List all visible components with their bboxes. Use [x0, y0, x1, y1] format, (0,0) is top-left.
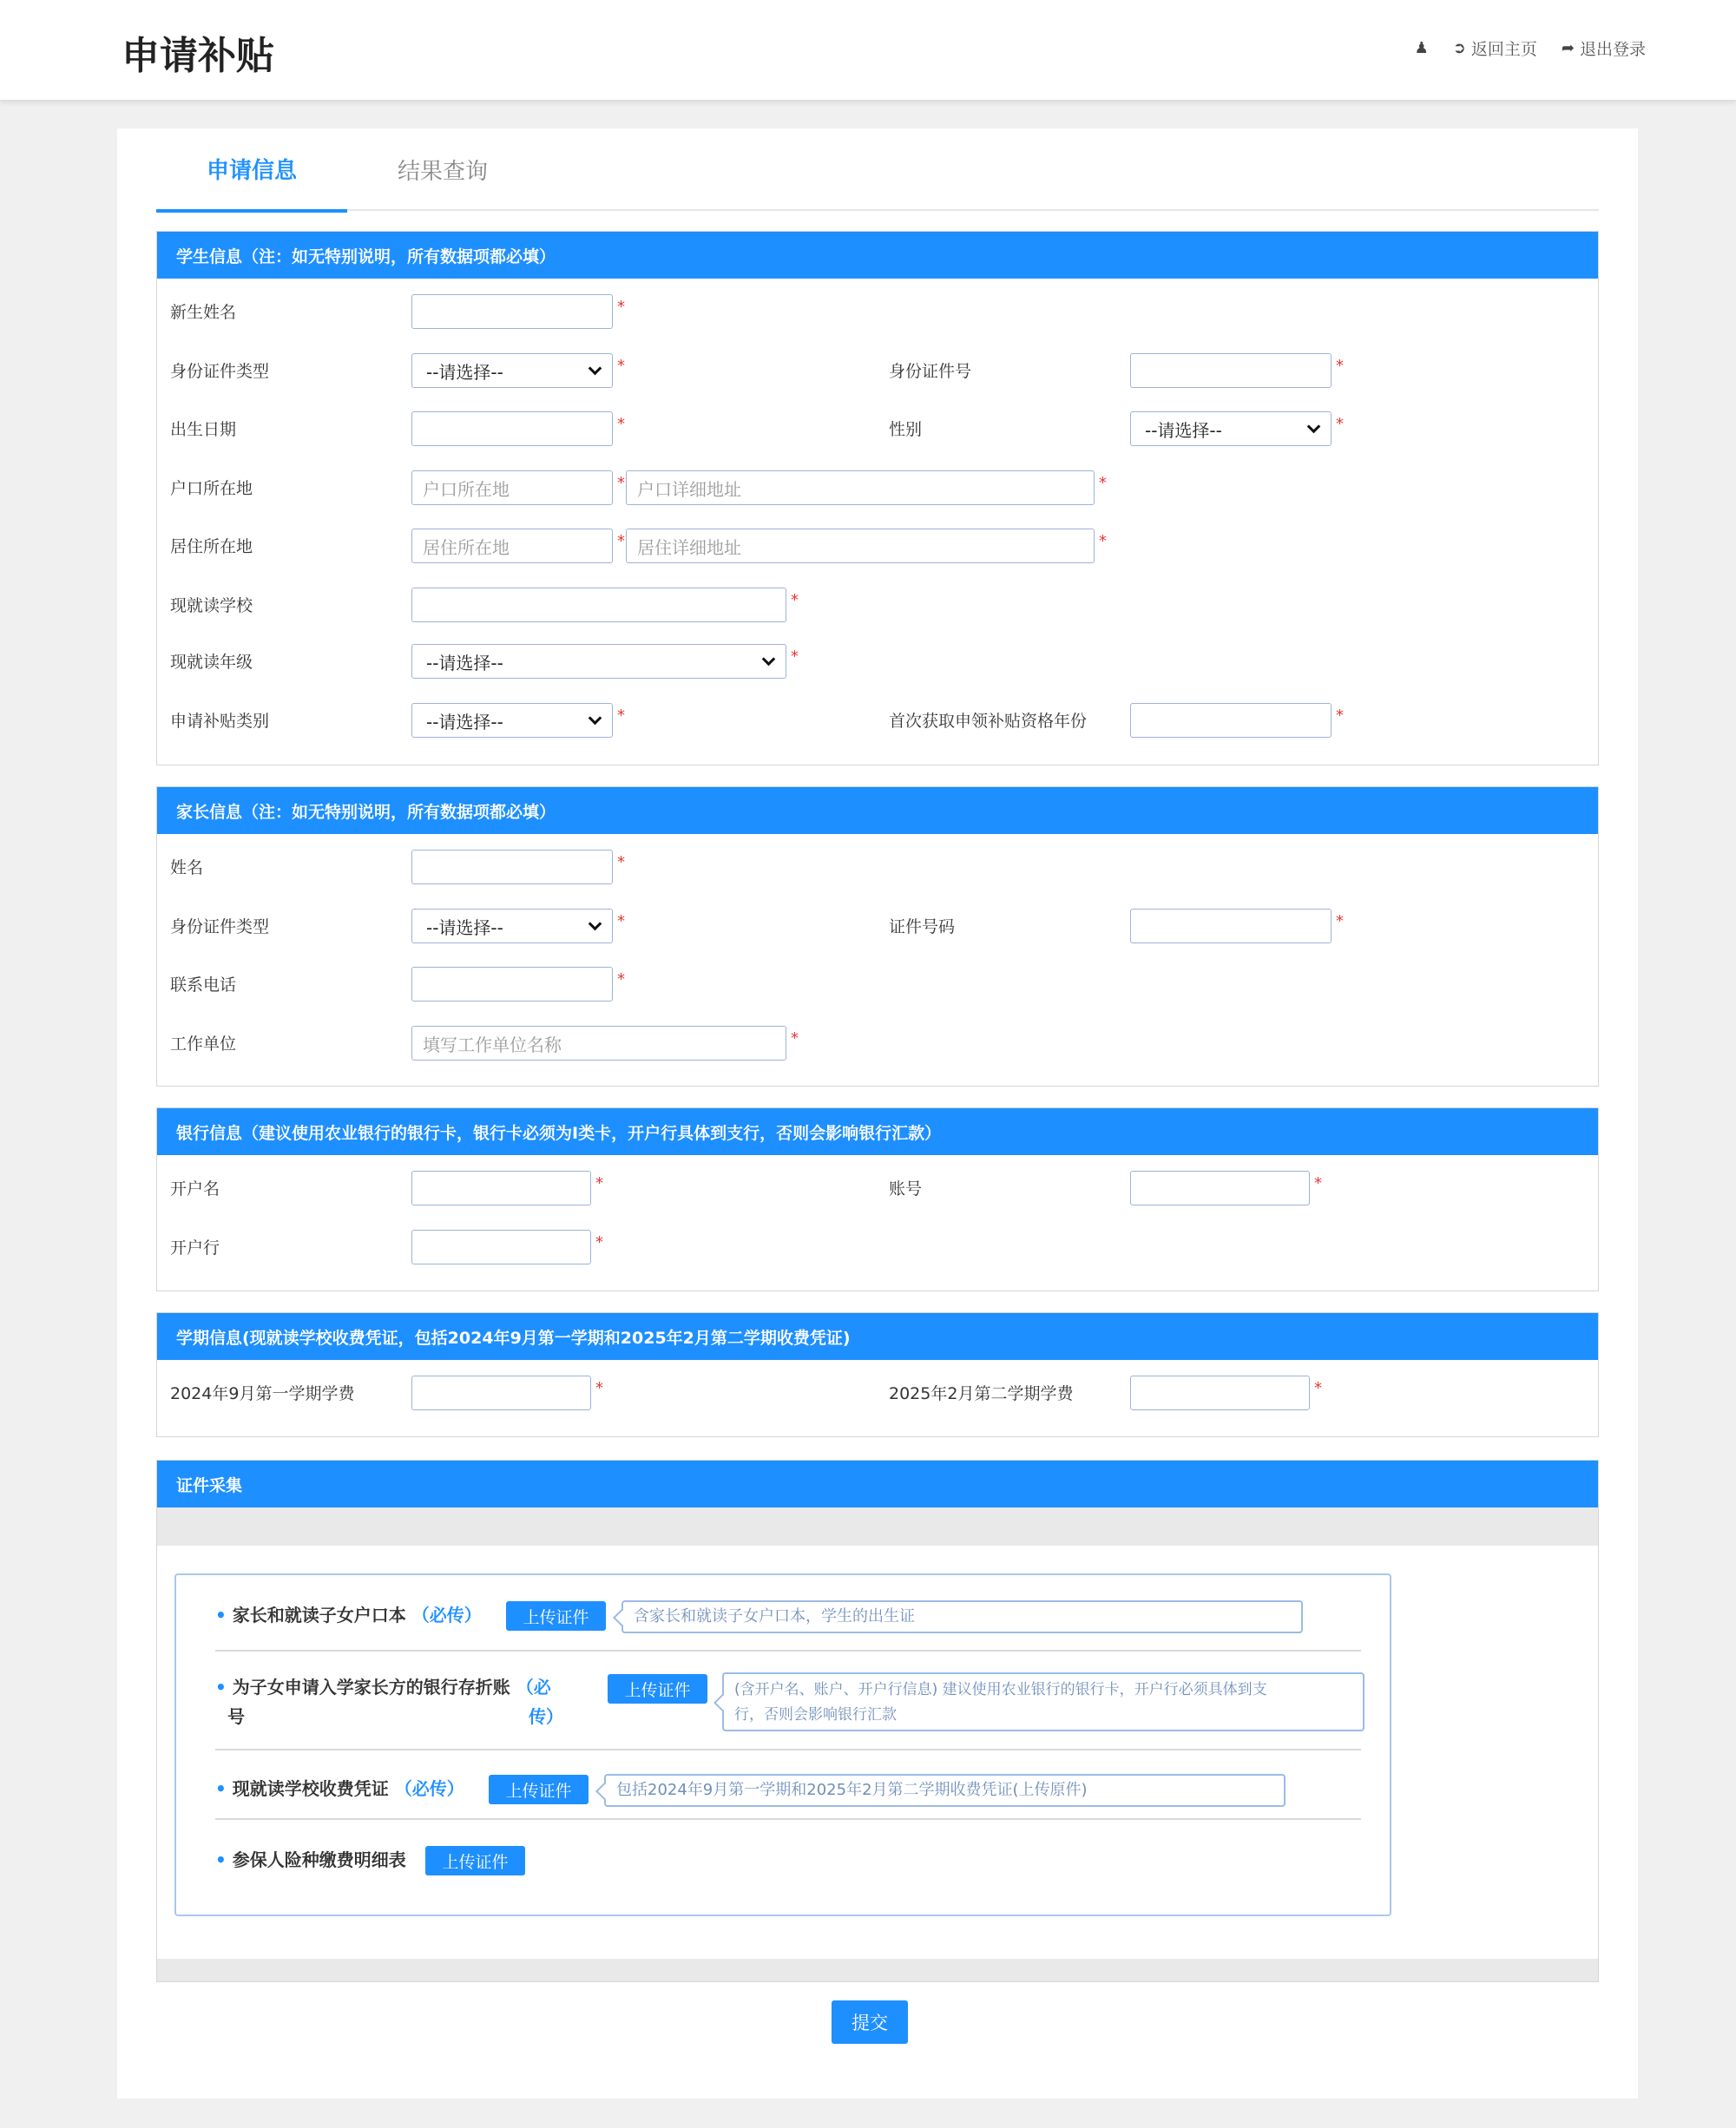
upload-tip-line: (含开户名、账户、开户行信息) 建议使用农业银行的银行卡，开户行必须具体到支 — [734, 1681, 1267, 1698]
required-mark: * — [617, 474, 625, 492]
required-mark: * — [617, 970, 625, 988]
upload-item-label — [215, 1775, 464, 1800]
student-birth-input[interactable] — [411, 411, 613, 446]
divider — [215, 1749, 1361, 1750]
tuition-panel — [156, 1312, 1599, 1437]
sign-out-icon: ➦ — [1561, 39, 1575, 57]
parent-name-row — [157, 850, 1598, 888]
required-upload-tag-cont: 传） — [528, 1706, 563, 1727]
first-year-input[interactable] — [1130, 703, 1332, 738]
parent-phone-row — [157, 967, 1598, 1005]
bullet-icon: • — [215, 1677, 227, 1698]
docs-panel — [156, 1460, 1599, 1982]
required-mark: * — [617, 853, 625, 871]
parent-id-type-value: --请选择-- — [426, 916, 503, 938]
tab-bar — [156, 128, 1599, 211]
tuition-row — [157, 1376, 1598, 1414]
parent-phone-label: 联系电话 — [170, 975, 237, 995]
student-gender-label: 性别 — [889, 420, 923, 439]
student-grade-row — [157, 644, 1598, 682]
required-mark: * — [1314, 1174, 1322, 1192]
parent-phone-input[interactable] — [411, 967, 613, 1002]
student-birth-label: 出生日期 — [170, 420, 237, 439]
upload-list — [174, 1573, 1391, 1916]
student-gender-select[interactable] — [1130, 411, 1332, 446]
tuition-panel-heading: 学期信息(现就读学校收费凭证，包括2024年9月第一学期和2025年2月第二学期收费凭证) — [157, 1313, 1598, 1360]
tab-result-query[interactable]: 结果查询 — [397, 159, 488, 185]
residence-detail-input[interactable]: 居住详细地址 — [626, 529, 1095, 563]
bank-holder-label: 开户名 — [170, 1179, 220, 1199]
upload-item-name: 现就读学校收费凭证 — [232, 1778, 389, 1799]
required-mark: * — [595, 1379, 603, 1397]
required-mark: * — [595, 1174, 603, 1192]
parent-work-label: 工作单位 — [170, 1034, 237, 1054]
residence-region-input[interactable]: 居住所在地 — [411, 529, 613, 563]
required-mark: * — [617, 532, 625, 550]
student-school-label: 现就读学校 — [170, 596, 253, 615]
parent-work-input[interactable]: 填写工作单位名称 — [411, 1026, 786, 1061]
term1-label: 2024年9月第一学期学费 — [170, 1384, 355, 1403]
required-mark: * — [791, 591, 799, 609]
chevron-down-icon — [762, 652, 776, 666]
required-mark: * — [1336, 415, 1344, 433]
upload-item-tuition-receipt — [215, 1775, 1361, 1827]
parent-panel-heading: 家长信息（注：如无特别说明，所有数据项都必填） — [157, 787, 1598, 834]
upload-button[interactable]: 上传证件 — [489, 1775, 589, 1804]
required-mark: * — [1336, 912, 1344, 930]
student-id-no-input[interactable] — [1130, 353, 1332, 388]
upload-item-label — [215, 1846, 406, 1871]
student-birth-row — [157, 411, 1598, 450]
submit-button[interactable]: 提交 — [832, 2000, 908, 2044]
required-upload-tag: （必传） — [394, 1778, 464, 1799]
upload-button[interactable]: 上传证件 — [608, 1674, 707, 1704]
upload-item-name-cont: 号 — [227, 1706, 245, 1727]
upload-item-bankbook — [215, 1672, 1361, 1759]
subsidy-type-select[interactable] — [411, 703, 613, 738]
logout-link[interactable] — [1562, 36, 1646, 60]
upload-tip: 包括2024年9月第一学期和2025年2月第二学期收费凭证(上传原件) — [604, 1774, 1286, 1807]
bank-branch-label: 开户行 — [170, 1238, 220, 1258]
parent-id-no-input[interactable] — [1130, 909, 1332, 943]
bullet-icon: • — [215, 1849, 227, 1870]
home-link[interactable] — [1453, 36, 1537, 60]
student-hukou-row — [157, 470, 1598, 509]
upload-item-label — [215, 1672, 589, 1731]
bullet-icon: • — [215, 1778, 227, 1799]
home-link-label: 返回主页 — [1470, 40, 1537, 59]
parent-panel — [156, 786, 1599, 1087]
first-year-label: 首次获取申领补贴资格年份 — [889, 712, 1088, 731]
student-grade-label: 现就读年级 — [170, 653, 253, 672]
bank-account-label: 账号 — [889, 1179, 923, 1199]
parent-id-row — [157, 909, 1598, 947]
required-mark: * — [595, 1233, 603, 1251]
student-panel-heading: 学生信息（注：如无特别说明，所有数据项都必填） — [157, 232, 1598, 279]
docs-footer-strip — [157, 1959, 1598, 1981]
chevron-down-icon — [589, 361, 602, 375]
divider — [215, 1818, 1361, 1820]
student-grade-value: --请选择-- — [426, 652, 503, 673]
student-hukou-label: 户口所在地 — [170, 479, 253, 498]
hukou-region-input[interactable]: 户口所在地 — [411, 470, 613, 505]
chevron-down-icon — [589, 711, 602, 725]
chevron-down-icon — [1307, 419, 1321, 433]
student-panel — [156, 231, 1599, 765]
upload-item-hukou — [215, 1601, 1361, 1653]
subsidy-type-value: --请选择-- — [426, 711, 503, 732]
upload-tip — [722, 1672, 1364, 1731]
upload-item-label — [215, 1601, 482, 1626]
main-card — [117, 128, 1638, 2098]
student-residence-label: 居住所在地 — [170, 537, 253, 556]
student-school-input[interactable] — [411, 588, 786, 622]
required-mark: * — [1099, 474, 1107, 492]
student-id-row — [157, 353, 1598, 391]
parent-id-type-select[interactable] — [411, 909, 613, 943]
tab-apply-info[interactable]: 申请信息 — [156, 128, 347, 213]
required-mark: * — [617, 357, 625, 375]
user-icon[interactable]: ♟ — [1414, 39, 1429, 57]
student-id-type-select[interactable] — [411, 353, 613, 388]
parent-id-no-label: 证件号码 — [889, 917, 956, 936]
parent-name-label: 姓名 — [170, 858, 204, 877]
student-gender-value: --请选择-- — [1145, 419, 1222, 441]
required-mark: * — [617, 415, 625, 433]
required-upload-tag: （必 — [516, 1677, 551, 1698]
student-grade-select[interactable] — [411, 644, 786, 679]
term1-fee-input[interactable] — [411, 1376, 591, 1410]
logout-link-label: 退出登录 — [1579, 40, 1646, 59]
term2-fee-input[interactable] — [1130, 1376, 1310, 1410]
bullet-icon: • — [215, 1605, 227, 1626]
required-mark: * — [1099, 532, 1107, 550]
student-subsidy-row — [157, 703, 1598, 741]
required-mark: * — [617, 298, 625, 316]
header-links — [1415, 36, 1646, 60]
divider — [215, 1650, 1361, 1652]
upload-item-name: 为子女申请入学家长方的银行存折账 — [232, 1677, 510, 1698]
bank-panel-heading: 银行信息（建议使用农业银行的银行卡，银行卡必须为I类卡，开户行具体到支行，否则会影响银行汇款） — [157, 1108, 1598, 1155]
upload-item-insurance — [215, 1846, 1361, 1889]
bank-holder-input[interactable] — [411, 1171, 591, 1205]
hukou-detail-input[interactable]: 户口详细地址 — [626, 470, 1095, 505]
term2-label: 2025年2月第二学期学费 — [889, 1384, 1074, 1403]
parent-id-type-label: 身份证件类型 — [170, 917, 270, 936]
required-mark: * — [791, 647, 799, 666]
upload-item-name: 家长和就读子女户口本 — [232, 1605, 406, 1626]
student-id-no-label: 身份证件号 — [889, 362, 972, 381]
upload-tip-line: 行，否则会影响银行汇款 — [734, 1706, 897, 1724]
bank-panel — [156, 1107, 1599, 1291]
bank-holder-row — [157, 1171, 1598, 1209]
docs-panel-heading: 证件采集 — [157, 1461, 1598, 1507]
required-upload-tag: （必传） — [411, 1605, 482, 1626]
required-mark: * — [1336, 706, 1344, 725]
chevron-down-icon — [589, 916, 602, 930]
upload-item-name: 参保人险种缴费明细表 — [232, 1849, 406, 1870]
parent-work-row — [157, 1026, 1598, 1064]
required-mark: * — [791, 1029, 799, 1048]
parent-name-input[interactable] — [411, 850, 613, 884]
bank-branch-input[interactable] — [411, 1230, 591, 1264]
student-residence-row — [157, 529, 1598, 567]
bank-account-input[interactable] — [1130, 1171, 1310, 1205]
student-id-type-label: 身份证件类型 — [170, 362, 270, 381]
student-name-row — [157, 294, 1598, 332]
upload-tip: 含家长和就读子女户口本，学生的出生证 — [621, 1600, 1303, 1633]
student-id-type-value: --请选择-- — [426, 361, 503, 383]
required-mark: * — [1336, 357, 1344, 375]
upload-button[interactable]: 上传证件 — [425, 1846, 525, 1875]
top-header — [0, 0, 1736, 101]
student-name-label: 新生姓名 — [170, 303, 237, 322]
subsidy-type-label: 申请补贴类别 — [170, 712, 270, 731]
docs-toolbar-strip — [157, 1507, 1598, 1546]
bank-branch-row — [157, 1230, 1598, 1268]
upload-button[interactable]: 上传证件 — [506, 1601, 606, 1631]
page-title: 申请补贴 — [122, 34, 274, 78]
student-name-input[interactable] — [411, 294, 613, 329]
required-mark: * — [617, 706, 625, 725]
required-mark: * — [1314, 1379, 1322, 1397]
sign-in-icon: ➲ — [1452, 39, 1466, 57]
student-school-row — [157, 588, 1598, 626]
required-mark: * — [617, 912, 625, 930]
